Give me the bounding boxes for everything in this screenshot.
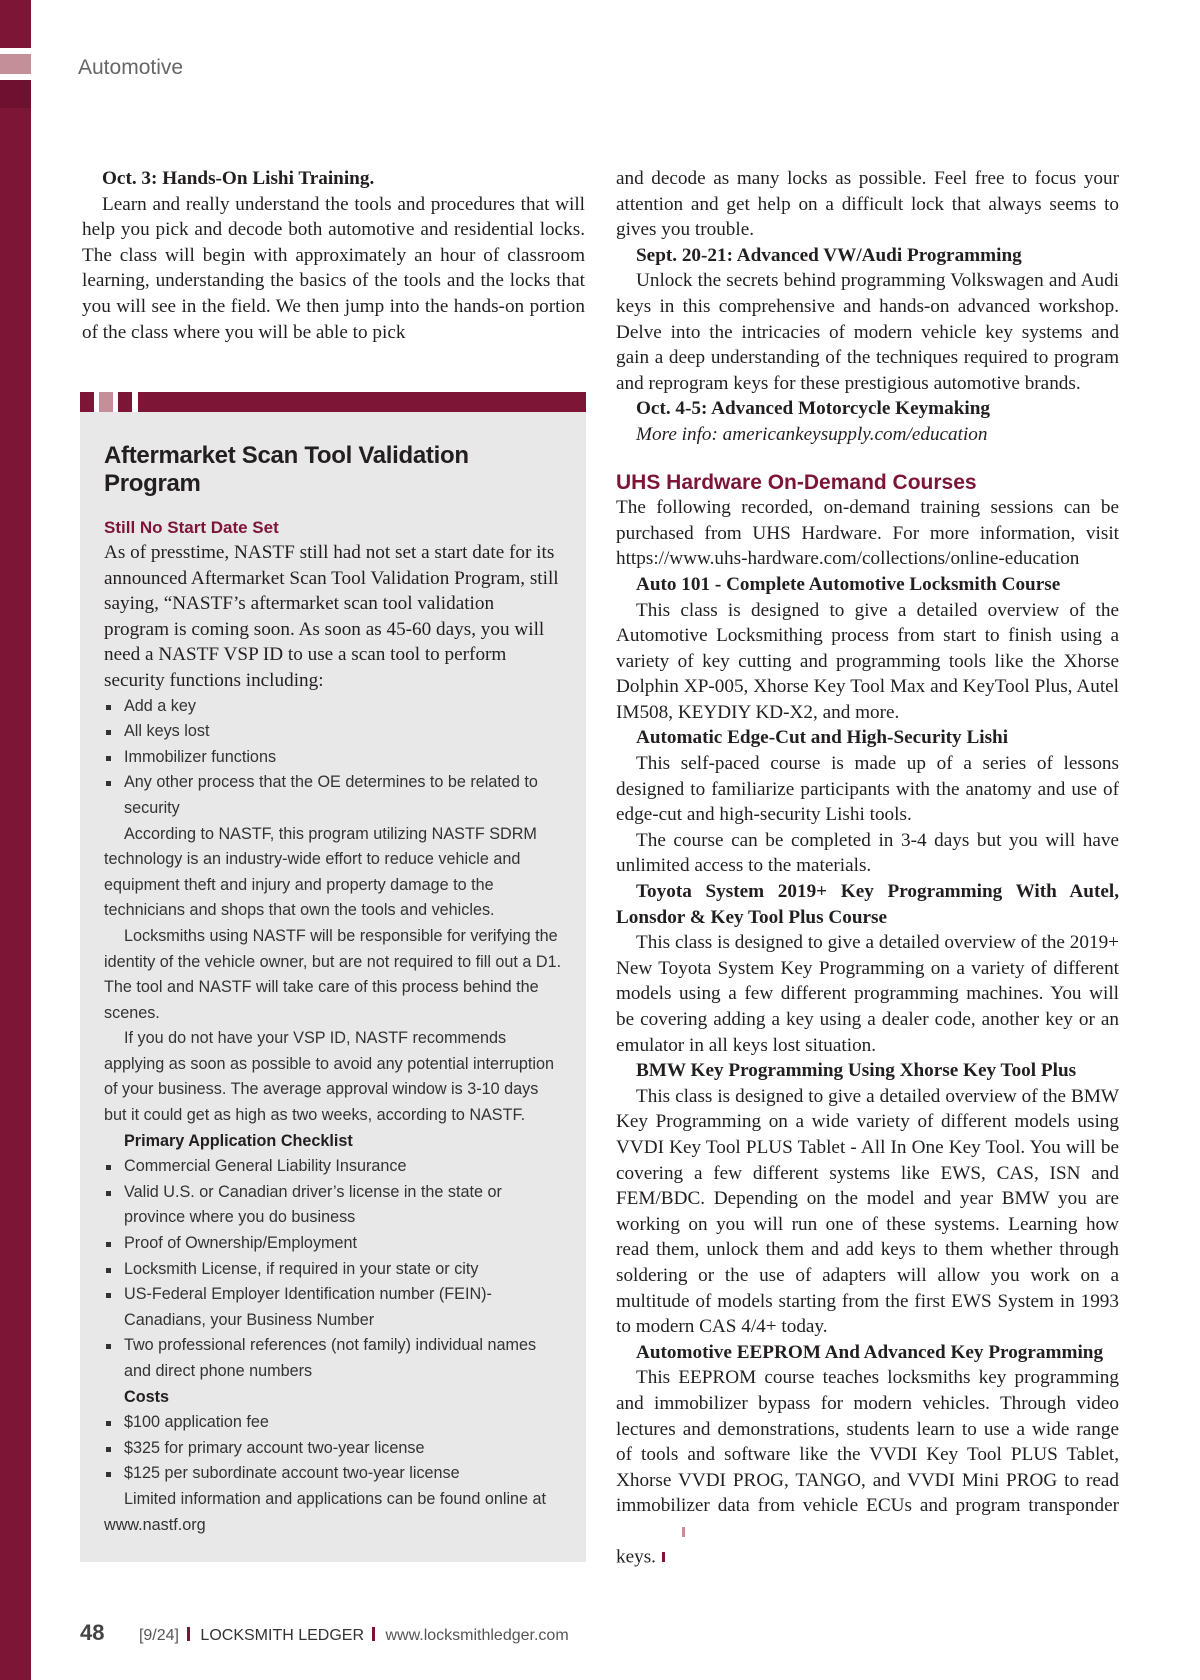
- list-item: $100 application fee: [104, 1410, 562, 1436]
- course-description-last: [616, 1365, 1119, 1570]
- end-of-article-mark: [662, 1519, 665, 1529]
- course-description: This class is designed to give a detailed overview of the BMW Key Programming on a wide variety of different models using VVDI Key Tool PLUS Tablet - All In One Key Tool. You will be covering a few different systems like EWS, CAS, ISN and FEM/BDC. Depending on the model and year BMW you are working on you will run one of these systems. Learning how read them, unlock them and add keys to them whether through soldering or the use of adapters will allow you work on a multitude of models starting from the first EWS System in 1993 to modern CAS 4/4+ today.: [616, 1085, 1119, 1338]
- list-item: $125 per subordinate account two-year license: [104, 1461, 562, 1487]
- sidebar-title: Aftermarket Scan Tool Validation Program: [104, 442, 469, 497]
- list-item: Valid U.S. or Canadian driver’s license in the state or province where you do business: [104, 1180, 562, 1231]
- sidebar-bar-segment-main: [138, 392, 586, 412]
- edge-color-bar: [0, 0, 31, 1680]
- course-title: Automotive EEPROM And Advanced Key Programming: [636, 1341, 1104, 1363]
- edge-bar-pink-block: [0, 54, 31, 74]
- sidebar-bar-segment-1: [80, 392, 94, 412]
- lishi-training-body: Learn and really understand the tools and procedures that will help you pick and decode both automotive and residential locks. The class will begin with approximately an hour of classroom learning, understanding the basics of the tools and the locks that you will see in the field. We then jump into the hands-on portion of the class where you will be able to pick: [82, 193, 585, 343]
- sidebar-subhead: Still No Start Date Set: [104, 518, 279, 537]
- list-item: US-Federal Employer Identification number (FEIN)-Canadians, your Business Number: [104, 1282, 562, 1333]
- course-title: Automatic Edge-Cut and High-Security Lishi: [636, 727, 1009, 749]
- course-description: This class is designed to give a detailed overview of the 2019+ New Toyota System Key Programming on a variety of different models using a few different programming machines. You will be covering adding a key using a dealer code, another key or an emulator in all keys lost situation.: [616, 932, 1119, 1056]
- section-label: Automotive: [78, 56, 184, 79]
- sidebar-paragraph: Locksmiths using NASTF will be responsible for verifying the identity of the vehicle owner, but are not required to fill out a D1. The tool and NASTF will take care of this process behind the scenes.: [104, 926, 562, 1022]
- list-item: Locksmith License, if required in your state or city: [104, 1257, 562, 1283]
- costs-heading: Costs: [124, 1387, 169, 1406]
- course-title: Toyota System 2019+ Key Programming With Autel, Lonsdor & Key Tool Plus Course: [616, 881, 1119, 928]
- vw-audi-heading: Sept. 20-21: Advanced VW/Audi Programming: [636, 244, 1022, 266]
- course-description: The course can be completed in 3-4 days but you will have unlimited access to the materials.: [616, 829, 1119, 877]
- checklist-heading: Primary Application Checklist: [124, 1131, 353, 1150]
- magazine-name: LOCKSMITH LEDGER: [200, 1627, 365, 1644]
- list-item: Any other process that the OE determines to be related to security: [104, 770, 562, 821]
- vw-audi-body: Unlock the secrets behind programming Volkswagen and Audi keys in this comprehensive and hands-on advanced workshop. Delve into the intricacies of modern vehicle key systems and gain a deep understanding of the techniques required to program and reprogram keys for these prestigious automotive brands.: [616, 270, 1119, 394]
- list-item: Immobilizer functions: [104, 745, 562, 771]
- course-description: This self-paced course is made up of a series of lessons designed to familiarize participants with the anatomy and use of edge-cut and high-security Lishi tools.: [616, 753, 1119, 826]
- course-description: This class is designed to give a detailed overview of the Automotive Locksmithing process from start to finish using a variety of key cutting and programming tools like the Xhorse Dolphin XP-005, Xhorse Key Tool Max and KeyTool Plus, Autel IM508, KEYDIY KD-X2, and more.: [616, 599, 1119, 723]
- issue-date: [9/24]: [138, 1627, 179, 1644]
- sidebar-header-bar: [80, 392, 586, 412]
- security-functions-list: [104, 694, 562, 822]
- footer-divider: [372, 1627, 375, 1641]
- lishi-training-continuation: and decode as many locks as possible. Feel free to focus your attention and get help on a difficult lock that always seems to gives you trouble.: [616, 168, 1119, 241]
- sidebar-intro: As of presstime, NASTF still had not set a start date for its announced Aftermarket Scan Tool Validation Program, still saying, “NASTF’s aftermarket scan tool validation program is coming soon. As soon as 45-60 days, you will need a NASTF VSP ID to use a scan tool to perform security functions including:: [104, 542, 559, 691]
- list-item: Two professional references (not family) individual names and direct phone numbers: [104, 1333, 562, 1384]
- course-title: BMW Key Programming Using Xhorse Key Tool Plus: [636, 1060, 1077, 1082]
- sidebar-bar-segment-2: [99, 392, 113, 412]
- motorcycle-heading: Oct. 4-5: Advanced Motorcycle Keymaking: [636, 398, 991, 420]
- page-number: 48: [80, 1620, 105, 1645]
- sidebar-paragraph: According to NASTF, this program utilizing NASTF SDRM technology is an industry-wide effort to reduce vehicle and equipment theft and injury and property damage to the technicians and shops that own the tools and vehicles.: [104, 824, 537, 920]
- sidebar-box: [80, 412, 586, 1562]
- sidebar-closing: Limited information and applications can be found online at www.nastf.org: [104, 1489, 547, 1534]
- costs-list: [104, 1410, 562, 1487]
- list-item: Proof of Ownership/Employment: [104, 1231, 562, 1257]
- uhs-section-heading: UHS Hardware On-Demand Courses: [616, 470, 977, 494]
- footer-divider: [187, 1627, 190, 1641]
- course-title: Auto 101 - Complete Automotive Locksmith Course: [636, 573, 1061, 595]
- list-item: $325 for primary account two-year license: [104, 1436, 562, 1462]
- list-item: Add a key: [104, 694, 562, 720]
- magazine-website: www.locksmithledger.com: [385, 1627, 569, 1644]
- more-info-line: More info: americankeysupply.com/education: [636, 423, 988, 445]
- lishi-training-heading: Oct. 3: Hands-On Lishi Training.: [102, 168, 375, 189]
- page-footer: [80, 1620, 569, 1650]
- list-item: All keys lost: [104, 719, 562, 745]
- sidebar-paragraph: If you do not have your VSP ID, NASTF recommends applying as soon as possible to avoid any potential interruption of your business. The average approval window is 3-10 days but it could get as high as two weeks, according to NASTF.: [104, 1029, 554, 1125]
- course-description-text: This EEPROM course teaches locksmiths key programming and immobilizer bypass for modern vehicles. Through video lectures and demonstrations, students learn to use a wide range of tools and software like the VVDI Key Tool PLUS Tablet, Xhorse VVDI PROG, TANGO, and VVDI Mini PROG to read immobilizer data from vehicle ECUs and program transponder keys.: [616, 1367, 1119, 1568]
- list-item: Commercial General Liability Insurance: [104, 1154, 562, 1180]
- sidebar-bar-segment-3: [118, 392, 132, 412]
- right-column: [616, 166, 1119, 1570]
- edge-bar-dark-block: [0, 80, 31, 108]
- application-checklist: [104, 1154, 562, 1384]
- uhs-intro: The following recorded, on-demand training sessions can be purchased from UHS Hardware. For more information, visit https://www.uhs-hardware.com/collections/online-education: [616, 497, 1119, 570]
- left-column: [82, 166, 585, 345]
